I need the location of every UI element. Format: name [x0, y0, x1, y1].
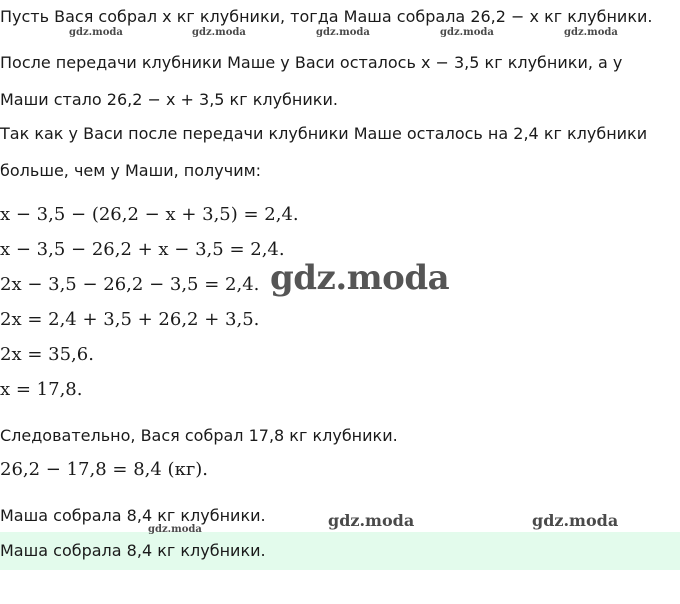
watermark: gdz.moda — [564, 27, 618, 38]
watermark: gdz.moda — [148, 524, 202, 535]
equation-2: x − 3,5 − 26,2 + x − 3,5 = 2,4. — [0, 239, 285, 260]
equation-4: 2x = 2,4 + 3,5 + 26,2 + 3,5. — [0, 309, 260, 330]
text-line-1: Пусть Вася собрал x кг клубники, тогда Маша собрала 26,2 − x кг клубники. — [0, 7, 653, 26]
text-line-4: Так как у Васи после передачи клубники Маше осталось на 2,4 кг клубники — [0, 124, 648, 143]
conclusion-line-1: Следовательно, Вася собрал 17,8 кг клубники. — [0, 426, 398, 445]
equation-1: x − 3,5 − (26,2 − x + 3,5) = 2,4. — [0, 204, 299, 225]
text-line-3: Маши стало 26,2 − x + 3,5 кг клубники. — [0, 90, 338, 109]
answer-box — [0, 532, 680, 570]
watermark: gdz.moda — [316, 27, 370, 38]
equation-6: x = 17,8. — [0, 379, 83, 400]
watermark: gdz.moda — [69, 27, 123, 38]
watermark: gdz.moda — [192, 27, 246, 38]
watermark-large: gdz.moda — [270, 258, 450, 298]
conclusion-line-3: Маша собрала 8,4 кг клубники. — [0, 506, 266, 525]
conclusion-calculation: 26,2 − 17,8 = 8,4 (кг). — [0, 459, 209, 480]
equation-3: 2x − 3,5 − 26,2 − 3,5 = 2,4. — [0, 274, 260, 295]
answer-text: Маша собрала 8,4 кг клубники. — [0, 541, 266, 560]
text-line-2: После передачи клубники Маше у Васи осталось x − 3,5 кг клубники, а у — [0, 53, 623, 72]
equation-5: 2x = 35,6. — [0, 344, 94, 365]
watermark: gdz.moda — [328, 511, 415, 530]
text-line-5: больше, чем у Маши, получим: — [0, 161, 262, 180]
watermark: gdz.moda — [440, 27, 494, 38]
watermark: gdz.moda — [532, 511, 619, 530]
